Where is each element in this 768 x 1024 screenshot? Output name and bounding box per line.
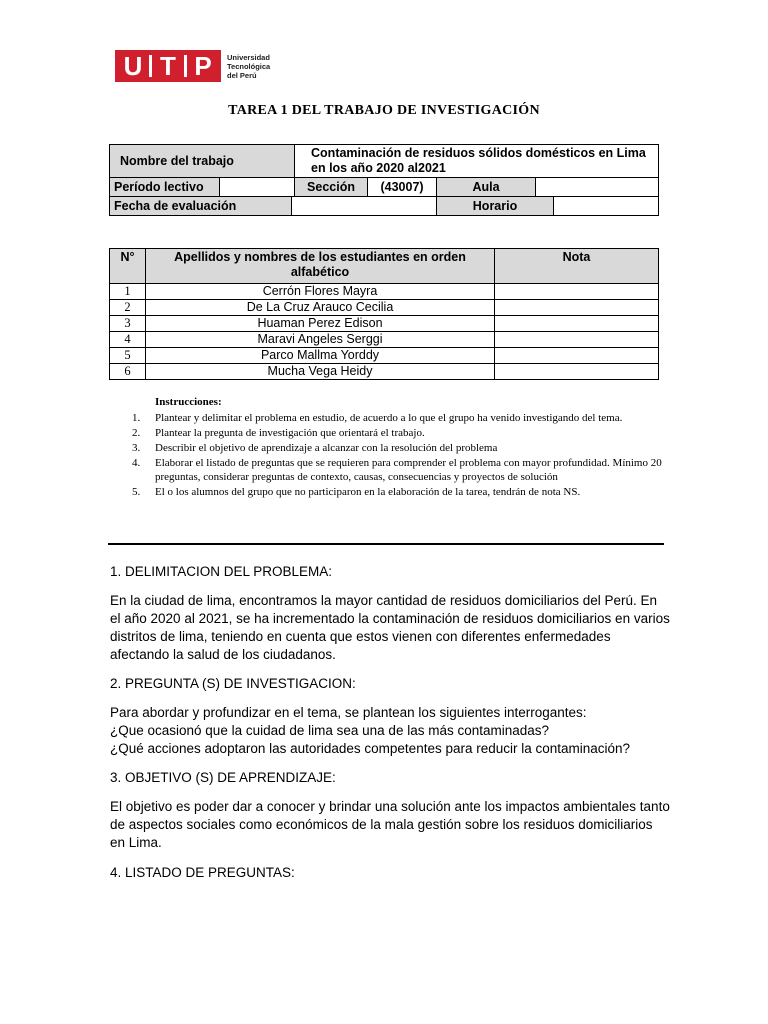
section-4-title: 4. LISTADO DE PREGUNTAS:: [110, 865, 295, 880]
logo-letter-t: T: [160, 51, 176, 81]
instructions-heading: Instrucciones:: [155, 396, 222, 408]
student-name: De La Cruz Arauco Cecilia: [146, 300, 495, 316]
nombre-label: Nombre del trabajo: [110, 145, 295, 178]
list-item: 4. Elaborar el listado de preguntas que se requieren para comprender el problema con mayor profundidad. Mínimo 20 preguntas, considerar preguntas de contexto, causas, consecuencias y proyectos de solución: [132, 457, 662, 483]
list-item: 1. Plantear y delimitar el problema en estudio, de acuerdo a lo que el grupo ha venido investigando del tema.: [132, 412, 623, 424]
instructions: [132, 395, 662, 500]
nombre-value: Contaminación de residuos sólidos domésticos en Lima en los año 2020 al2021: [295, 145, 659, 178]
list-item: 3. Describir el objetivo de aprendizaje a alcanzar con la resolución del problema: [132, 442, 498, 454]
student-name: Mucha Vega Heidy: [146, 364, 495, 380]
document-title: TAREA 1 DEL TRABAJO DE INVESTIGACIÓN: [228, 103, 540, 118]
horario-value: [554, 197, 659, 216]
periodo-value: [220, 178, 295, 197]
table-row: 6 Mucha Vega Heidy: [110, 364, 659, 380]
table-row: 1 Cerrón Flores Mayra: [110, 284, 659, 300]
student-name: Huaman Perez Edison: [146, 316, 495, 332]
aula-value: [536, 178, 659, 197]
section-2-text: Para abordar y profundizar en el tema, se plantean los siguientes interrogantes: ¿Que ocasionó que la cuidad de lima sea una de las más contaminadas? ¿Qué acciones adoptaron las autoridades competentes para reducir la contaminación?: [110, 705, 631, 756]
list-item: 5. El o los alumnos del grupo que no participaron en la elaboración de la tarea, tendrán de nota NS.: [132, 486, 581, 498]
logo-wordmark: Universidad Tecnológica del Perú: [227, 52, 271, 80]
instructions-list: [132, 411, 662, 499]
seccion-label: Sección: [295, 178, 368, 197]
section-3-title: 3. OBJETIVO (S) DE APRENDIZAJE:: [110, 770, 336, 785]
students-table: [109, 248, 659, 380]
table-row: 4 Maravi Angeles Serggi: [110, 332, 659, 348]
table-row: 2 De La Cruz Arauco Cecilia: [110, 300, 659, 316]
logo-mark: [115, 50, 221, 82]
student-grade: [495, 284, 659, 300]
table-row: 5 Parco Mallma Yorddy: [110, 348, 659, 364]
divider: [108, 543, 664, 545]
student-grade: [495, 316, 659, 332]
info-table: [109, 144, 659, 216]
fecha-label: Fecha de evaluación: [110, 197, 292, 216]
student-name: Maravi Angeles Serggi: [146, 332, 495, 348]
student-grade: [495, 348, 659, 364]
seccion-value: (43007): [368, 178, 437, 197]
student-name: Cerrón Flores Mayra: [146, 284, 495, 300]
aula-label: Aula: [437, 178, 536, 197]
section-1-text: En la ciudad de lima, encontramos la mayor cantidad de residuos domiciliarios del Perú. En el año 2020 al 2021, se ha incrementado la contaminación de residuos domiciliarios en varios distritos de lima, teniendo en cuenta que estos vienen con diferentes enfermedades afectando la salud de los ciudadanos.: [110, 593, 670, 662]
section-2-title: 2. PREGUNTA (S) DE INVESTIGACION:: [110, 676, 356, 691]
student-grade: [495, 300, 659, 316]
utp-logo: [115, 50, 270, 82]
periodo-label: Período lectivo: [110, 178, 220, 197]
student-name: Parco Mallma Yorddy: [146, 348, 495, 364]
student-grade: [495, 332, 659, 348]
section-1-title: 1. DELIMITACION DEL PROBLEMA:: [110, 564, 333, 579]
logo-letter-u: U: [123, 51, 143, 81]
header-num: N°: [110, 249, 146, 284]
fecha-value: [292, 197, 437, 216]
student-grade: [495, 364, 659, 380]
table-row: 3 Huaman Perez Edison: [110, 316, 659, 332]
list-item: 2. Plantear la pregunta de investigación que orientará el trabajo.: [132, 427, 425, 439]
section-3-text: El objetivo es poder dar a conocer y brindar una solución ante los impactos ambientales tanto de aspectos sociales como económicos de la mala gestión sobre los residuos domiciliarios en Lima.: [110, 799, 670, 850]
logo-letter-p: P: [194, 51, 212, 81]
horario-label: Horario: [437, 197, 554, 216]
header-grade: Nota: [495, 249, 659, 284]
header-names: Apellidos y nombres de los estudiantes en orden alfabético: [146, 249, 495, 284]
